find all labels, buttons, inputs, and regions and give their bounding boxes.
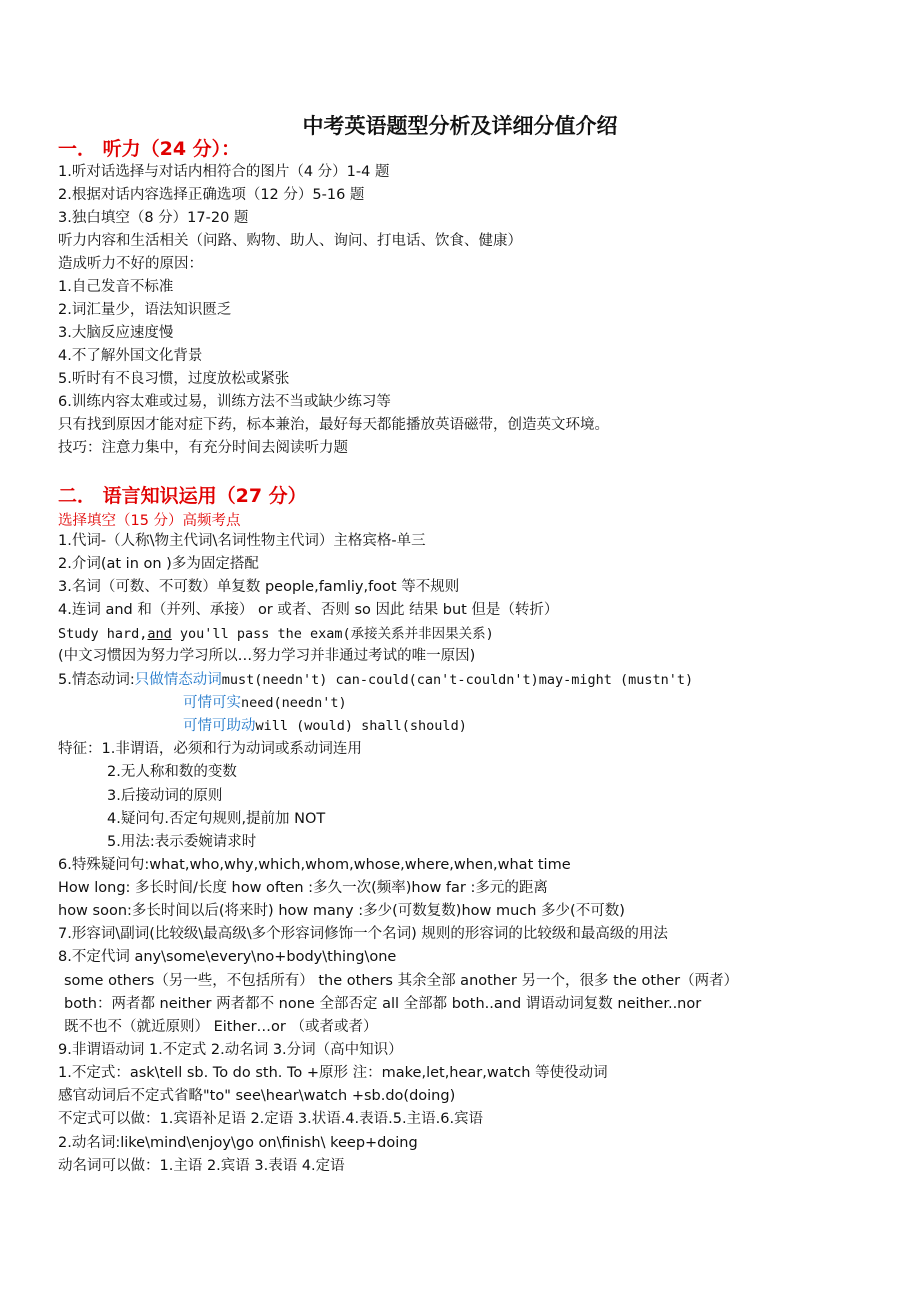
text-line: 4.连词 and 和（并列、承接） or 或者、否则 so 因此 结果 but 但是（转折） bbox=[58, 602, 559, 618]
text-line: 2.无人称和数的变数 bbox=[107, 764, 237, 780]
text-line: 3.独白填空（8 分）17-20 题 bbox=[58, 210, 249, 226]
text-line: (中文习惯因为努力学习所以…努力学习并非通过考试的唯一原因) bbox=[58, 648, 476, 664]
text-line: 只有找到原因才能对症下药，标本兼治，最好每天都能播放英语磁带，创造英文环境。 bbox=[58, 417, 609, 433]
page-title: 中考英语题型分析及详细分值介绍 bbox=[302, 114, 618, 138]
section2-subheading: 选择填空（15 分）高频考点 bbox=[58, 513, 241, 529]
modal-verbs-line bbox=[58, 670, 693, 690]
text-line: 5.用法:表示委婉请求时 bbox=[107, 834, 257, 850]
modal-verbs-line bbox=[183, 716, 467, 736]
modal-category: 只做情态动词 bbox=[134, 672, 222, 688]
text-line: 4.不了解外国文化背景 bbox=[58, 348, 203, 364]
text-line: 不定式可以做：1.宾语补足语 2.定语 3.状语.4.表语.5.主语.6.宾语 bbox=[58, 1111, 484, 1127]
text-line: 2.动名词:like\mind\enjoy\go on\finish\ keep+doing bbox=[58, 1135, 418, 1151]
modal-category: 可情可助动 bbox=[183, 718, 256, 734]
text-line: 2.介词(at in on )多为固定搭配 bbox=[58, 556, 259, 572]
modal-examples: must(needn't) can-could(can't-couldn't)may-might (mustn't) bbox=[221, 672, 694, 688]
example-part: Study hard, bbox=[58, 626, 148, 642]
text-line: 8.不定代词 any\some\every\no+body\thing\one bbox=[58, 949, 397, 965]
underlined-and: and bbox=[147, 626, 172, 642]
modal-category: 可情可实 bbox=[183, 695, 241, 711]
text-line: 听力内容和生活相关（问路、购物、助人、询问、打电话、饮食、健康） bbox=[58, 233, 522, 249]
example-part: you'll pass the exam(承接关系并非因果关系) bbox=[171, 626, 494, 642]
text-line: 特征：1.非谓语，必须和行为动词或系动词连用 bbox=[58, 741, 362, 757]
text-line: 6.训练内容太难或过易，训练方法不当或缺少练习等 bbox=[58, 394, 391, 410]
text-line: 1.不定式：ask\tell sb. To do sth. To +原形 注：make,let,hear,watch 等使役动词 bbox=[58, 1065, 608, 1081]
text-line: 2.根据对话内容选择正确选项（12 分）5-16 题 bbox=[58, 187, 365, 203]
text-line: 3.后接动词的原则 bbox=[107, 788, 223, 804]
section2-heading: 二． 语言知识运用（27 分） bbox=[58, 485, 307, 507]
example-sentence bbox=[58, 624, 494, 644]
text-line: some others（另一些，不包括所有） the others 其余全部 another 另一个，很多 the other（两者） bbox=[64, 973, 739, 989]
text-line: How long: 多长时间/长度 how often :多久一次(频率)how far :多元的距离 bbox=[58, 880, 548, 896]
text-line: 1.自己发音不标准 bbox=[58, 279, 174, 295]
text-line: both：两者都 neither 两者都不 none 全部否定 all 全部都 both..and 谓语动词复数 neither..nor bbox=[64, 996, 702, 1012]
text-line: 技巧：注意力集中，有充分时间去阅读听力题 bbox=[58, 440, 348, 456]
text-line: 5.听时有不良习惯，过度放松或紧张 bbox=[58, 371, 290, 387]
text-line: 1.听对话选择与对话内相符合的图片（4 分）1-4 题 bbox=[58, 164, 390, 180]
section1-heading: 一． 听力（24 分）： bbox=[58, 138, 241, 160]
text-line: 造成听力不好的原因： bbox=[58, 256, 203, 272]
modal-examples: will (would) shall(should) bbox=[255, 718, 467, 734]
text-line: 9.非谓语动词 1.不定式 2.动名词 3.分词（高中知识） bbox=[58, 1042, 403, 1058]
text-line: 动名词可以做：1.主语 2.宾语 3.表语 4.定语 bbox=[58, 1158, 345, 1174]
text-line: 6.特殊疑问句:what,who,why,which,whom,whose,where,when,what time bbox=[58, 857, 571, 873]
text-line: how soon:多长时间以后(将来时) how many :多少(可数复数)how much 多少(不可数) bbox=[58, 903, 625, 919]
text-line: 4.疑问句.否定句规则,提前加 NOT bbox=[107, 811, 326, 827]
text-line: 既不也不（就近原则） Either…or （或者或者） bbox=[64, 1019, 378, 1035]
text-line: 3.大脑反应速度慢 bbox=[58, 325, 174, 341]
modal-label: 5.情态动词: bbox=[58, 672, 135, 688]
text-line: 感官动词后不定式省略"to" see\hear\watch +sb.do(doing) bbox=[58, 1088, 456, 1104]
modal-verbs-line bbox=[183, 693, 347, 713]
text-line: 3.名词（可数、不可数）单复数 people,famliy,foot 等不规则 bbox=[58, 579, 460, 595]
text-line: 1.代词-（人称\物主代词\名词性物主代词）主格宾格-单三 bbox=[58, 533, 426, 549]
text-line: 2.词汇量少，语法知识匮乏 bbox=[58, 302, 232, 318]
text-line: 7.形容词\副词(比较级\最高级\多个形容词修饰一个名词) 规则的形容词的比较级和最高级的用法 bbox=[58, 926, 668, 942]
modal-examples: need(needn't) bbox=[241, 695, 347, 711]
